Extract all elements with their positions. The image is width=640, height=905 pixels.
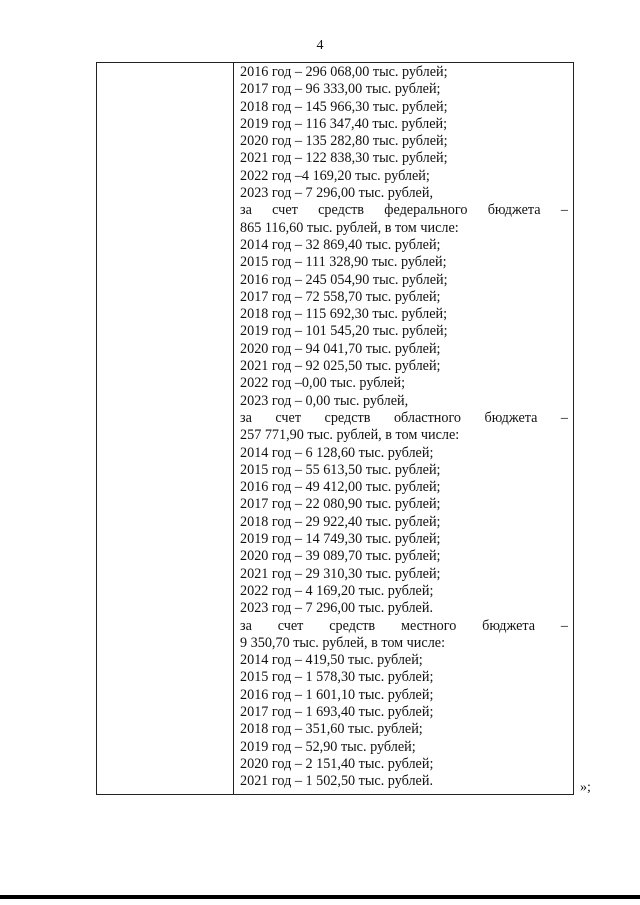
text-line: 257 771,90 тыс. рублей, в том числе: — [240, 427, 460, 444]
text-line: 2018 год – 29 922,40 тыс. рублей; — [240, 513, 441, 530]
text-line: 2022 год – 4 169,20 тыс. рублей; — [240, 582, 434, 599]
text-line: 2019 год – 101 545,20 тыс. рублей; — [240, 323, 448, 340]
word: – — [560, 202, 568, 219]
text-line: 2019 год – 116 347,40 тыс. рублей; — [240, 115, 448, 132]
word: счет — [275, 409, 302, 426]
text-line: 2020 год – 135 282,80 тыс. рублей; — [240, 133, 448, 150]
text-line: 2018 год – 351,60 тыс. рублей; — [240, 721, 423, 738]
text-line — [240, 410, 568, 427]
funding-table — [96, 62, 574, 795]
text-line: 2018 год – 115 692,30 тыс. рублей; — [240, 306, 448, 323]
text-line: 2019 год – 14 749,30 тыс. рублей; — [240, 531, 441, 548]
text-line: 2021 год – 92 025,50 тыс. рублей; — [240, 358, 441, 375]
closing-quote: »; — [580, 780, 591, 795]
text-line: 2021 год – 29 310,30 тыс. рублей; — [240, 565, 441, 582]
word: бюджета — [487, 202, 541, 219]
table-label-cell — [97, 63, 234, 794]
text-line — [240, 618, 568, 635]
text-line: 2023 год – 7 296,00 тыс. рублей, — [240, 185, 433, 202]
text-line: 2016 год – 245 054,90 тыс. рублей; — [240, 271, 448, 288]
word: средств — [324, 409, 371, 426]
text-line: 9 350,70 тыс. рублей, в том числе: — [240, 634, 446, 651]
bottom-rule — [0, 895, 640, 899]
text-line: 2014 год – 6 128,60 тыс. рублей; — [240, 444, 434, 461]
text-line: 2021 год – 122 838,30 тыс. рублей; — [240, 150, 448, 167]
word: средств — [318, 202, 365, 219]
word: – — [560, 409, 568, 426]
text-line: 2018 год – 145 966,30 тыс. рублей; — [240, 98, 448, 115]
text-line: 2014 год – 419,50 тыс. рублей; — [240, 652, 423, 669]
text-line: 2017 год – 1 693,40 тыс. рублей; — [240, 703, 434, 720]
word: областного — [393, 409, 462, 426]
page-number: 4 — [316, 38, 324, 53]
word: федерального — [384, 202, 468, 219]
text-line: 2016 год – 1 601,10 тыс. рублей; — [240, 686, 434, 703]
word: счет — [272, 202, 298, 219]
text-line: 2017 год – 22 080,90 тыс. рублей; — [240, 496, 441, 513]
text-line: 2017 год – 96 333,00 тыс. рублей; — [240, 81, 441, 98]
text-line: 2016 год – 49 412,00 тыс. рублей; — [240, 479, 441, 496]
word: за — [240, 617, 252, 634]
word: средств — [329, 617, 376, 634]
text-line: 2020 год – 39 089,70 тыс. рублей; — [240, 548, 441, 565]
text-line: 2021 год – 1 502,50 тыс. рублей. — [240, 773, 433, 790]
text-line: 2020 год – 2 151,40 тыс. рублей; — [240, 755, 434, 772]
text-line: 2022 год –4 169,20 тыс. рублей; — [240, 167, 430, 184]
text-line: 2015 год – 111 328,90 тыс. рублей; — [240, 254, 447, 271]
text-line: 2022 год –0,00 тыс. рублей; — [240, 375, 406, 392]
text-line: 2019 год – 52,90 тыс. рублей; — [240, 738, 416, 755]
word: – — [560, 617, 568, 634]
text-line: 2014 год – 32 869,40 тыс. рублей; — [240, 236, 441, 253]
text-line: 2020 год – 94 041,70 тыс. рублей; — [240, 340, 441, 357]
word: бюджета — [484, 409, 538, 426]
text-line: 2016 год – 296 068,00 тыс. рублей; — [240, 64, 448, 80]
table-content-cell — [234, 63, 573, 794]
text-line: 2017 год – 72 558,70 тыс. рублей; — [240, 288, 441, 305]
text-line: 2023 год – 0,00 тыс. рублей, — [240, 392, 409, 409]
text-line — [240, 202, 568, 219]
text-line: 2015 год – 55 613,50 тыс. рублей; — [240, 461, 441, 478]
text-line: 2015 год – 1 578,30 тыс. рублей; — [240, 669, 434, 686]
word: бюджета — [482, 617, 536, 634]
word: местного — [400, 617, 457, 634]
text-line: 2023 год – 7 296,00 тыс. рублей. — [240, 600, 433, 617]
word: счет — [277, 617, 304, 634]
word: за — [240, 202, 252, 219]
word: за — [240, 409, 252, 426]
text-line: 865 116,60 тыс. рублей, в том числе: — [240, 219, 459, 236]
